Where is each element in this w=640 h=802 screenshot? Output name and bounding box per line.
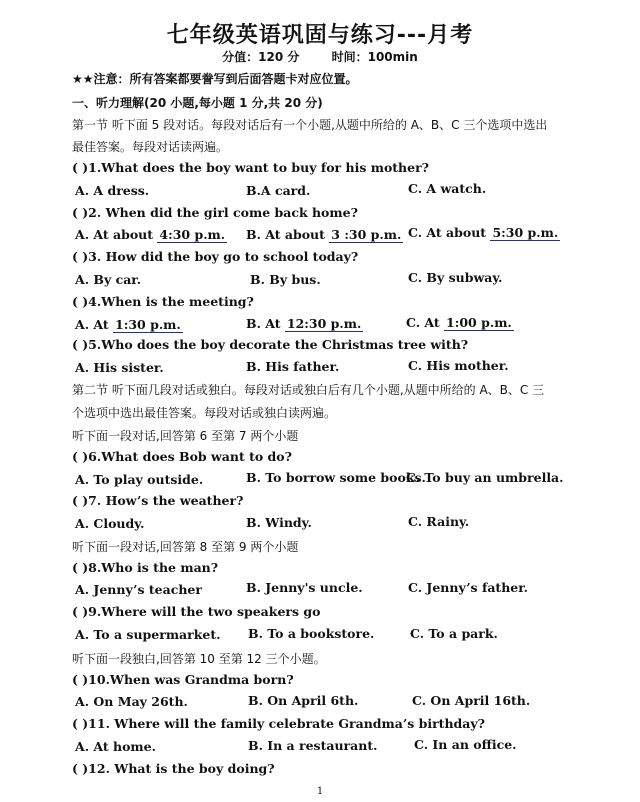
question-4: ( )4.When is the meeting? (72, 294, 254, 309)
q7-option-a: A. Cloudy. (75, 516, 145, 531)
q1-option-c: C. A watch. (408, 181, 487, 196)
intro-q6-7: 听下面一段对话,回答第 6 至第 7 两个小题 (72, 429, 299, 443)
q2-option-b: B. At about 3 :30 p.m. (246, 227, 402, 242)
question-6: ( )6.What does Bob want to do? (72, 449, 292, 464)
part2-instruction-line1: 第二节 听下面几段对话或独白。每段对话或独白后有几个小题,从题中所给的 A、B、C 三 (72, 383, 545, 397)
q6-option-a: A. To play outside. (75, 472, 204, 487)
q10-option-a: A. On May 26th. (75, 694, 188, 709)
q5-option-a: A. His sister. (75, 360, 164, 375)
time-info: 时间：100min (331, 50, 418, 64)
question-3: ( )3. How did the boy go to school today? (72, 249, 359, 264)
q3-option-b: B. By bus. (250, 272, 321, 287)
q4-option-b: B. At 12:30 p.m. (246, 316, 362, 331)
q7-option-c: C. Rainy. (408, 514, 470, 529)
question-9: ( )9.Where will the two speakers go (72, 604, 321, 619)
q11-option-b: B. In a restaurant. (248, 738, 378, 753)
q2-option-a: A. At about 4:30 p.m. (75, 227, 226, 242)
page-number: 1 (316, 786, 324, 797)
question-8: ( )8.Who is the man? (72, 560, 219, 575)
question-5: ( )5.Who does the boy decorate the Christmas tree with? (72, 337, 469, 352)
question-2: ( )2. When did the girl come back home? (72, 205, 358, 220)
q8-option-c: C. Jenny’s father. (408, 580, 529, 595)
q1-option-a: A. A dress. (75, 183, 150, 198)
q11-option-c: C. In an office. (414, 737, 517, 752)
q6-option-c: C. To buy an umbrella. (406, 470, 564, 485)
q2-option-c: C. At about 5:30 p.m. (408, 225, 559, 240)
exam-meta (0, 48, 640, 65)
section-heading: 一、听力理解(20 小题,每小题 1 分,共 20 分) (72, 96, 323, 110)
q8-option-b: B. Jenny's uncle. (246, 580, 363, 595)
question-10: ( )10.When was Grandma born? (72, 672, 294, 687)
q9-option-c: C. To a park. (410, 626, 498, 641)
notice: ★★注意：所有答案都要誊写到后面答题卡对应位置。 (72, 72, 358, 86)
q9-option-b: B. To a bookstore. (248, 626, 375, 641)
question-1: ( )1.What does the boy want to buy for his mother? (72, 160, 430, 175)
exam-title: 七年级英语巩固与练习---月考 (166, 23, 474, 48)
part1-instruction-line2: 最佳答案。每段对话读两遍。 (72, 140, 229, 154)
q11-option-a: A. At home. (75, 739, 156, 754)
question-12: ( )12. What is the boy doing? (72, 761, 275, 776)
intro-q8-9: 听下面一段对话,回答第 8 至第 9 两个小题 (72, 540, 299, 554)
q9-option-a: A. To a supermarket. (75, 627, 221, 642)
q10-option-c: C. On April 16th. (412, 693, 531, 708)
q4-option-a: A. At 1:30 p.m. (75, 317, 181, 332)
q4-option-c: C. At 1:00 p.m. (406, 315, 512, 330)
q6-option-b: B. To borrow some books. (246, 470, 426, 485)
q3-option-a: A. By car. (75, 272, 142, 287)
q8-option-a: A. Jenny’s teacher (75, 582, 202, 597)
q7-option-b: B. Windy. (246, 515, 312, 530)
q1-option-b: B.A card. (246, 183, 311, 198)
q5-option-c: C. His mother. (408, 358, 509, 373)
part2-instruction-line2: 个选项中选出最佳答案。每段对话或独白读两遍。 (72, 406, 337, 420)
q10-option-b: B. On April 6th. (248, 693, 359, 708)
part1-instruction-line1: 第一节 听下面 5 段对话。每段对话后有一个小题,从题中所给的 A、B、C 三个选项中选出 (72, 118, 548, 132)
question-11: ( )11. Where will the family celebrate Grandma’s birthday? (72, 716, 485, 731)
question-7: ( )7. How’s the weather? (72, 493, 244, 508)
q5-option-b: B. His father. (246, 359, 340, 374)
intro-q10-12: 听下面一段独白,回答第 10 至第 12 三个小题。 (72, 652, 326, 666)
score-info: 分值：120 分 (222, 50, 300, 64)
q3-option-c: C. By subway. (408, 270, 503, 285)
